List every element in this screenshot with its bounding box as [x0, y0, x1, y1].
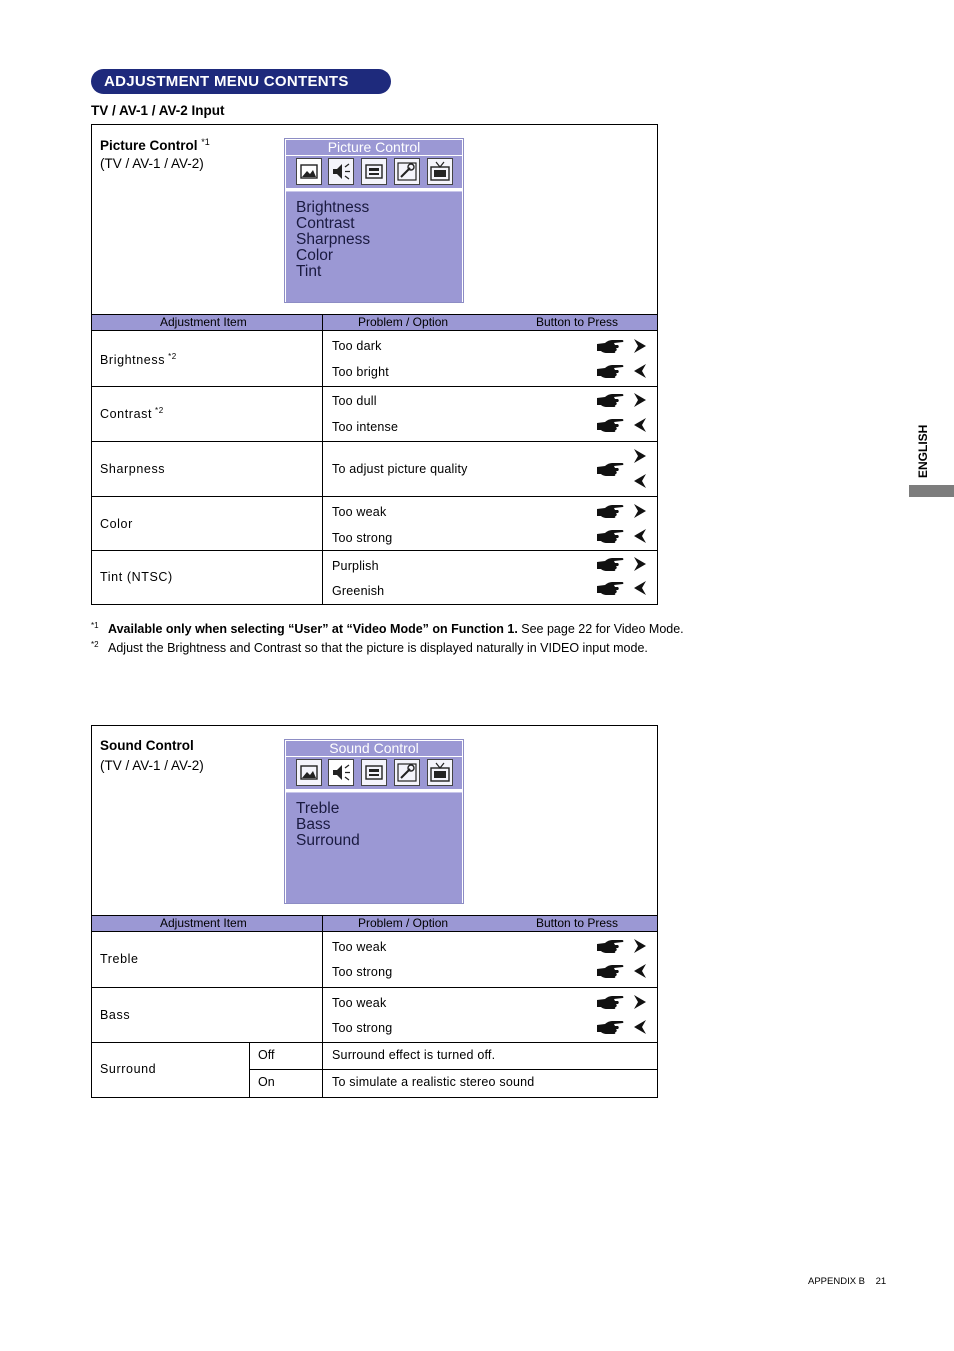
adjustment-item: Brightness $^{*2}$ [100, 352, 177, 367]
picture-control-title: Picture Control $^{*1}$ [100, 137, 210, 153]
arrow-left-icon [632, 963, 648, 979]
picture-table-body [92, 331, 657, 604]
pointing-hand-icon [596, 339, 624, 355]
tools-icon[interactable] [394, 158, 420, 185]
sound-osd-menu [284, 739, 464, 904]
osd-item[interactable]: Bass [296, 816, 331, 833]
option-text: Purplish [332, 559, 379, 573]
adjustment-item: Color [100, 517, 133, 531]
arrow-left-icon [632, 363, 648, 379]
arrow-left-icon [632, 580, 648, 596]
arrow-right-icon [632, 448, 648, 464]
surround-on-label: On [258, 1075, 275, 1089]
side-tab-bar [909, 485, 954, 497]
osd-item[interactable]: Tint [296, 263, 322, 280]
option-text: Too strong [332, 1021, 393, 1035]
arrow-left-icon [632, 1019, 648, 1035]
option-text: Too weak [332, 996, 387, 1010]
option-text: Too weak [332, 505, 387, 519]
sound-control-title: Sound Control [100, 738, 194, 753]
pointing-hand-icon [596, 393, 624, 409]
header-problem-option: Problem / Option [358, 315, 449, 329]
picture-control-inputs: (TV / AV-1 / AV-2) [100, 156, 204, 171]
option-text: To adjust picture quality [332, 462, 468, 476]
picture-control-box [91, 124, 658, 605]
option-text: Greenish [332, 584, 385, 598]
picture-icon[interactable] [296, 158, 322, 185]
pointing-hand-icon [596, 364, 624, 380]
table-row [92, 331, 657, 387]
osd-item[interactable]: Surround [296, 832, 360, 849]
option-text: Too dark [332, 339, 382, 353]
setup-icon[interactable] [361, 759, 387, 786]
table-row [92, 442, 657, 497]
sound-table-body [92, 932, 657, 1097]
setup-icon[interactable] [361, 158, 387, 185]
pointing-hand-icon [596, 964, 624, 980]
pointing-hand-icon [596, 418, 624, 434]
pointing-hand-icon [596, 939, 624, 955]
pointing-hand-icon [596, 462, 624, 478]
table-row [92, 387, 657, 442]
option-text: Too bright [332, 365, 389, 379]
footnote-mark: *1 [91, 621, 99, 630]
tv-icon[interactable] [427, 158, 453, 185]
arrow-right-icon [632, 994, 648, 1010]
arrow-right-icon [632, 392, 648, 408]
table-header [92, 314, 657, 331]
arrow-right-icon [632, 338, 648, 354]
footnote-2 [91, 641, 751, 657]
table-row [92, 932, 657, 988]
picture-osd-menu [284, 138, 464, 303]
header-button-to-press: Button to Press [536, 916, 619, 930]
adjustment-item: Tint (NTSC) [100, 570, 173, 584]
svg-text:ENGLISH: ENGLISH [916, 424, 930, 478]
osd-item-list [286, 191, 462, 302]
adjustment-item: Sharpness [100, 462, 166, 476]
table-header [92, 915, 657, 932]
page-footer: APPENDIX B 21 [808, 1276, 887, 1287]
pointing-hand-icon [596, 995, 624, 1011]
adjustment-item: Treble [100, 952, 139, 966]
option-text: Too intense [332, 420, 399, 434]
sound-icon[interactable] [328, 759, 354, 786]
osd-item-list [286, 792, 462, 903]
osd-icon-bar [286, 156, 462, 188]
option-text: Too strong [332, 965, 393, 979]
arrow-right-icon [632, 556, 648, 572]
osd-item[interactable]: Sharpness [296, 231, 371, 248]
adjustment-item: Surround [100, 1062, 157, 1076]
osd-item[interactable]: Contrast [296, 215, 355, 232]
arrow-left-icon [632, 473, 648, 489]
table-row [92, 988, 657, 1043]
option-text: To simulate a realistic stereo sound [332, 1075, 535, 1089]
pointing-hand-icon [596, 1020, 624, 1036]
language-side-label [917, 418, 929, 478]
table-row [92, 497, 657, 551]
pointing-hand-icon [596, 529, 624, 545]
sound-icon[interactable] [328, 158, 354, 185]
footnote-mark: *2 [91, 640, 99, 649]
option-text: Surround effect is turned off. [332, 1048, 496, 1062]
tv-icon[interactable] [427, 759, 453, 786]
footnote-text: Available only when selecting “User” at “Video Mode” on Function 1. See page 22 for Video Mode. [108, 622, 684, 636]
footnote-1 [91, 622, 751, 638]
osd-icon-bar [286, 757, 462, 789]
arrow-right-icon [632, 503, 648, 519]
arrow-left-icon [632, 528, 648, 544]
option-text: Too dull [332, 394, 377, 408]
footnote-mark: *1 [201, 137, 210, 147]
header-button-to-press: Button to Press [536, 315, 619, 329]
input-subheading: TV / AV-1 / AV-2 Input [91, 103, 225, 118]
pointing-hand-icon [596, 557, 624, 573]
header-problem-option: Problem / Option [358, 916, 449, 930]
footnote-text: Adjust the Brightness and Contrast so that the picture is displayed naturally in VIDEO input mode. [108, 641, 648, 655]
table-row [92, 551, 657, 604]
header-adjustment-item: Adjustment Item [160, 315, 247, 329]
section-heading: ADJUSTMENT MENU CONTENTS [91, 69, 391, 94]
arrow-left-icon [632, 417, 648, 433]
osd-title: Sound Control [286, 741, 462, 756]
osd-item[interactable]: Brightness [296, 199, 370, 216]
pointing-hand-icon [596, 581, 624, 597]
adjustment-item: Bass [100, 1008, 131, 1022]
pointing-hand-icon [596, 504, 624, 520]
sound-control-inputs: (TV / AV-1 / AV-2) [100, 758, 204, 773]
osd-title: Picture Control [286, 140, 462, 155]
tools-icon[interactable] [394, 759, 420, 786]
table-row [92, 1043, 657, 1097]
osd-item[interactable]: Color [296, 247, 334, 264]
arrow-right-icon [632, 938, 648, 954]
picture-icon[interactable] [296, 759, 322, 786]
adjustment-item: Contrast $^{*2}$ [100, 406, 164, 421]
osd-item[interactable]: Treble [296, 800, 340, 817]
surround-off-label: Off [258, 1048, 275, 1062]
sound-control-box [91, 725, 658, 1098]
header-adjustment-item: Adjustment Item [160, 916, 247, 930]
option-text: Too strong [332, 531, 393, 545]
option-text: Too weak [332, 940, 387, 954]
